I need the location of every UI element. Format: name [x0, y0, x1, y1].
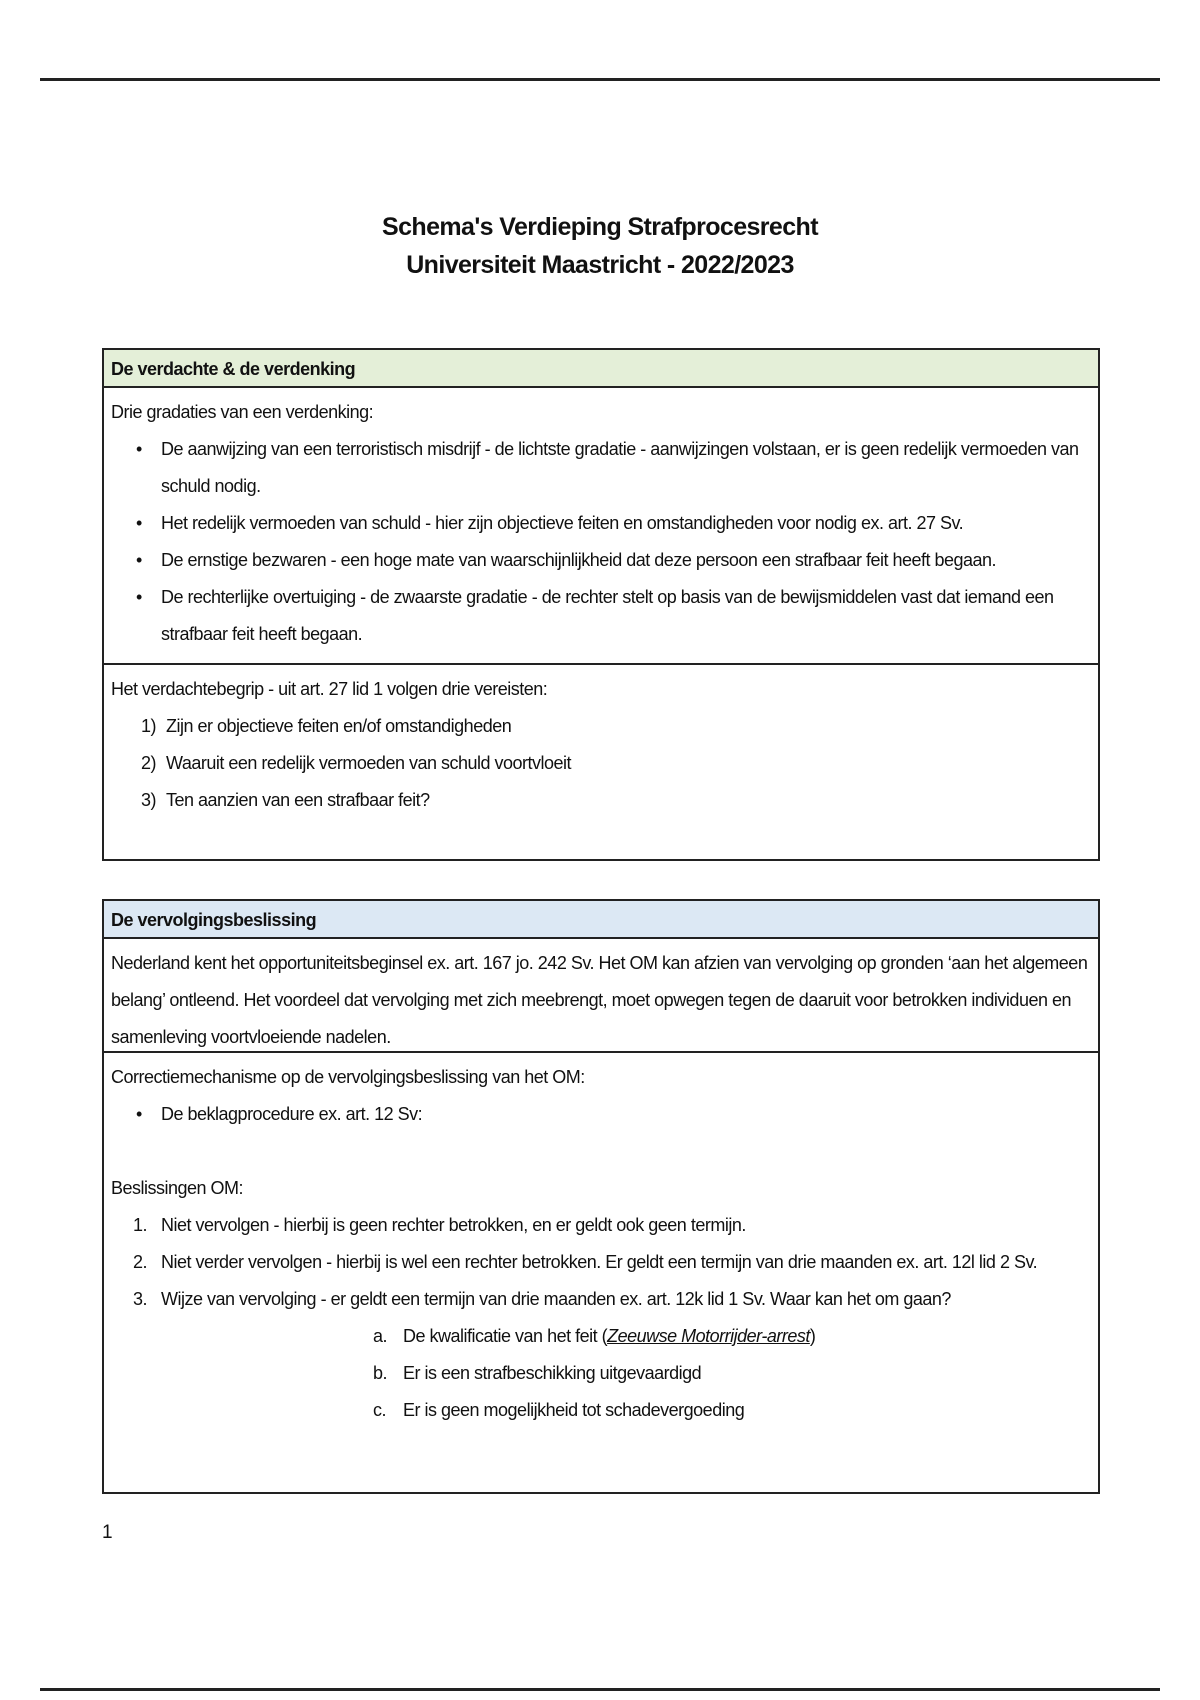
section-verdachte	[102, 348, 1100, 861]
closing-paren: )	[809, 1326, 816, 1346]
list-item	[373, 1392, 1090, 1429]
header-rule	[40, 78, 1160, 81]
vervolging-sublist	[111, 1318, 1090, 1429]
list-marker: 2.	[132, 1252, 147, 1272]
list-item: • De aanwijzing van een terroristisch misdrijf - de lichtste gradatie - aanwijzingen volstaan, er is geen redelijk vermoeden van schuld nodig.	[111, 431, 1090, 505]
list-item	[111, 1207, 1090, 1244]
list-item: • Het redelijk vermoeden van schuld - hier zijn objectieve feiten en omstandigheden voor nodig ex. art. 27 Sv.	[111, 505, 1090, 542]
gradaties-cell	[104, 388, 1098, 665]
beslissingen-heading: Beslissingen OM:	[111, 1178, 244, 1198]
list-marker: a.	[373, 1326, 388, 1346]
list-text: Ten aanzien van een strafbaar feit?	[166, 790, 430, 810]
correctie-intro: Correctiemechanisme op de vervolgingsbeslissing van het OM:	[111, 1067, 585, 1087]
opportuniteit-text: Nederland kent het opportuniteitsbeginsel ex. art. 167 jo. 242 Sv. Het OM kan afzien van vervolging op gronden ‘aan het algemeen belang’ ontleend. Het voordeel dat vervolging met zich meebrengt, moet opwegen tegen de daaruit voor betrokken individuen en samenleving voortvloeiende nadelen.	[111, 953, 1088, 1047]
spacer	[111, 1133, 1090, 1170]
footer-rule	[40, 1688, 1160, 1691]
list-text: Er is geen mogelijkheid tot schadevergoeding	[403, 1400, 745, 1420]
opportuniteit-cell	[104, 939, 1098, 1053]
list-item: • De beklagprocedure ex. art. 12 Sv:	[111, 1096, 1090, 1133]
list-marker: 3)	[140, 790, 156, 810]
gradaties-list	[111, 431, 1090, 653]
list-item	[111, 708, 1090, 745]
section-header: De vervolgingsbeslissing	[104, 901, 1098, 939]
verdachtebegrip-cell	[104, 665, 1098, 859]
list-marker: 1)	[140, 716, 156, 736]
document-title	[0, 208, 1200, 284]
list-item	[111, 745, 1090, 782]
kwalificatie-text: De kwalificatie van het feit (	[403, 1326, 608, 1346]
list-item	[373, 1318, 1090, 1355]
case-link[interactable]: Zeeuwse Motorrijder-arrest	[607, 1326, 810, 1346]
gradaties-intro: Drie gradaties van een verdenking:	[111, 402, 374, 422]
list-marker: c.	[373, 1400, 387, 1420]
section-header: De verdachte & de verdenking	[104, 350, 1098, 388]
list-text: Zijn er objectieve feiten en/of omstandigheden	[166, 716, 512, 736]
correctie-list	[111, 1096, 1090, 1133]
list-item	[111, 1281, 1090, 1318]
list-text	[403, 1318, 815, 1355]
list-text: Waaruit een redelijk vermoeden van schuld voortvloeit	[166, 753, 572, 773]
verdachtebegrip-intro: Het verdachtebegrip - uit art. 27 lid 1 volgen drie vereisten:	[111, 679, 548, 699]
beslissingen-list	[111, 1207, 1090, 1318]
list-text: Niet vervolgen - hierbij is geen rechter betrokken, en er geldt ook geen termijn.	[161, 1215, 746, 1235]
list-marker: 1.	[132, 1215, 147, 1235]
list-marker: 2)	[140, 753, 156, 773]
list-text: Wijze van vervolging - er geldt een termijn van drie maanden ex. art. 12k lid 1 Sv. Waar kan het om gaan?	[161, 1289, 951, 1309]
title-line-1: Schema's Verdieping Strafprocesrecht	[382, 213, 818, 241]
vereisten-list	[111, 708, 1090, 819]
section-vervolgingsbeslissing	[102, 899, 1100, 1494]
list-marker: 3.	[132, 1289, 147, 1309]
list-item	[373, 1355, 1090, 1392]
page-number: 1	[102, 1522, 113, 1543]
list-item: • De rechterlijke overtuiging - de zwaarste gradatie - de rechter stelt op basis van de bewijsmiddelen vast dat iemand een strafbaar feit heeft begaan.	[111, 579, 1090, 653]
list-text: Er is een strafbeschikking uitgevaardigd	[403, 1363, 702, 1383]
list-item	[111, 782, 1090, 819]
list-marker: b.	[373, 1363, 388, 1383]
list-text: Niet verder vervolgen - hierbij is wel een rechter betrokken. Er geldt een termijn van drie maanden ex. art. 12l lid 2 Sv.	[161, 1252, 1038, 1272]
correctie-cell	[104, 1053, 1098, 1490]
title-line-2: Universiteit Maastricht - 2022/2023	[406, 251, 794, 279]
list-item	[111, 1244, 1090, 1281]
list-item: • De ernstige bezwaren - een hoge mate van waarschijnlijkheid dat deze persoon een strafbaar feit heeft begaan.	[111, 542, 1090, 579]
